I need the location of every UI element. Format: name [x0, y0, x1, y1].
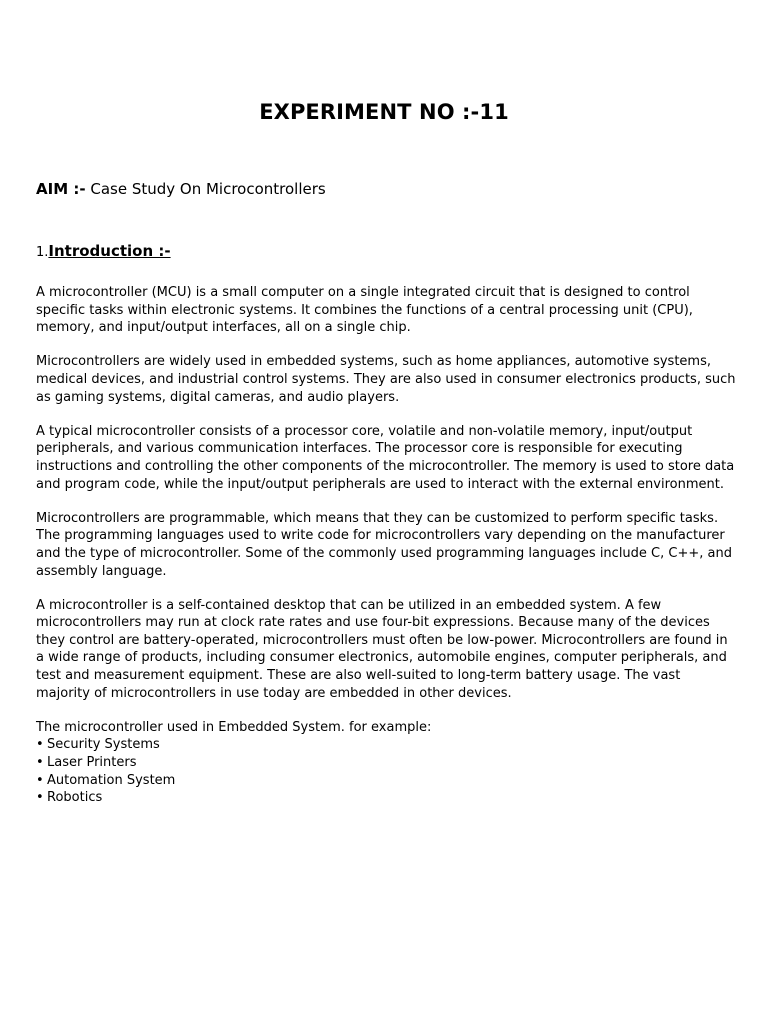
list-item-text: Automation System — [47, 772, 176, 788]
paragraph-1: A microcontroller (MCU) is a small computer on a single integrated circuit that is designed to control specific tasks within electronic systems. It combines the functions of a central processing unit (CPU), memory, and input/output interfaces, all on a single chip. — [36, 285, 693, 336]
aim-text: Case Study On Microcontrollers — [85, 180, 326, 198]
list-item-text: Security Systems — [47, 737, 160, 753]
bullet-icon: • — [36, 737, 44, 753]
bullet-icon: • — [36, 772, 44, 788]
section-number: 1. — [36, 245, 49, 260]
list-item — [36, 736, 736, 754]
aim-line — [36, 180, 326, 198]
list-item — [36, 772, 736, 790]
list-item-text: Robotics — [47, 790, 103, 806]
body-text — [36, 284, 736, 807]
paragraph-4: Microcontrollers are programmable, which means that they can be customized to perform specific tasks. The programming languages used to write code for microcontrollers vary depending on the manufacturer and the type of microcontroller. Some of the commonly used programming languages include C, C++, and assembly language. — [36, 510, 732, 579]
list-intro: The microcontroller used in Embedded System. for example: — [36, 719, 432, 735]
list-item-text: Laser Printers — [47, 755, 137, 771]
example-list — [36, 736, 736, 806]
paragraph-2: Microcontrollers are widely used in embedded systems, such as home appliances, automotive systems, medical devices, and industrial control systems. They are also used in consumer electronics products, such as gaming systems, digital cameras, and audio players. — [36, 354, 736, 405]
paragraph-3: A typical microcontroller consists of a processor core, volatile and non-volatile memory, input/output peripherals, and various communication interfaces. The processor core is responsible for executing instructions and controlling the other components of the microcontroller. The memory is used to store data and program code, while the input/output peripherals are used to interact with the external environment. — [36, 423, 735, 492]
bullet-icon: • — [36, 755, 44, 771]
list-item — [36, 789, 736, 807]
page-title: EXPERIMENT NO :-11 — [259, 100, 509, 124]
bullet-icon: • — [36, 790, 44, 806]
section-title: Introduction :- — [48, 242, 171, 260]
paragraph-5: A microcontroller is a self-contained desktop that can be utilized in an embedded system. A few microcontrollers may run at clock rate rates and use four-bit expressions. Because many of the devices they control are battery-operated, microcontrollers must often be low-power. Microcontrollers are found in a wide range of products, including consumer electronics, automobile engines, computer peripherals, and test and measurement equipment. These are also well-suited to long-term battery usage. The vast majority of microcontrollers in use today are embedded in other devices. — [36, 597, 728, 701]
section-heading — [36, 242, 171, 260]
list-item — [36, 754, 736, 772]
aim-label: AIM :- — [36, 180, 86, 198]
